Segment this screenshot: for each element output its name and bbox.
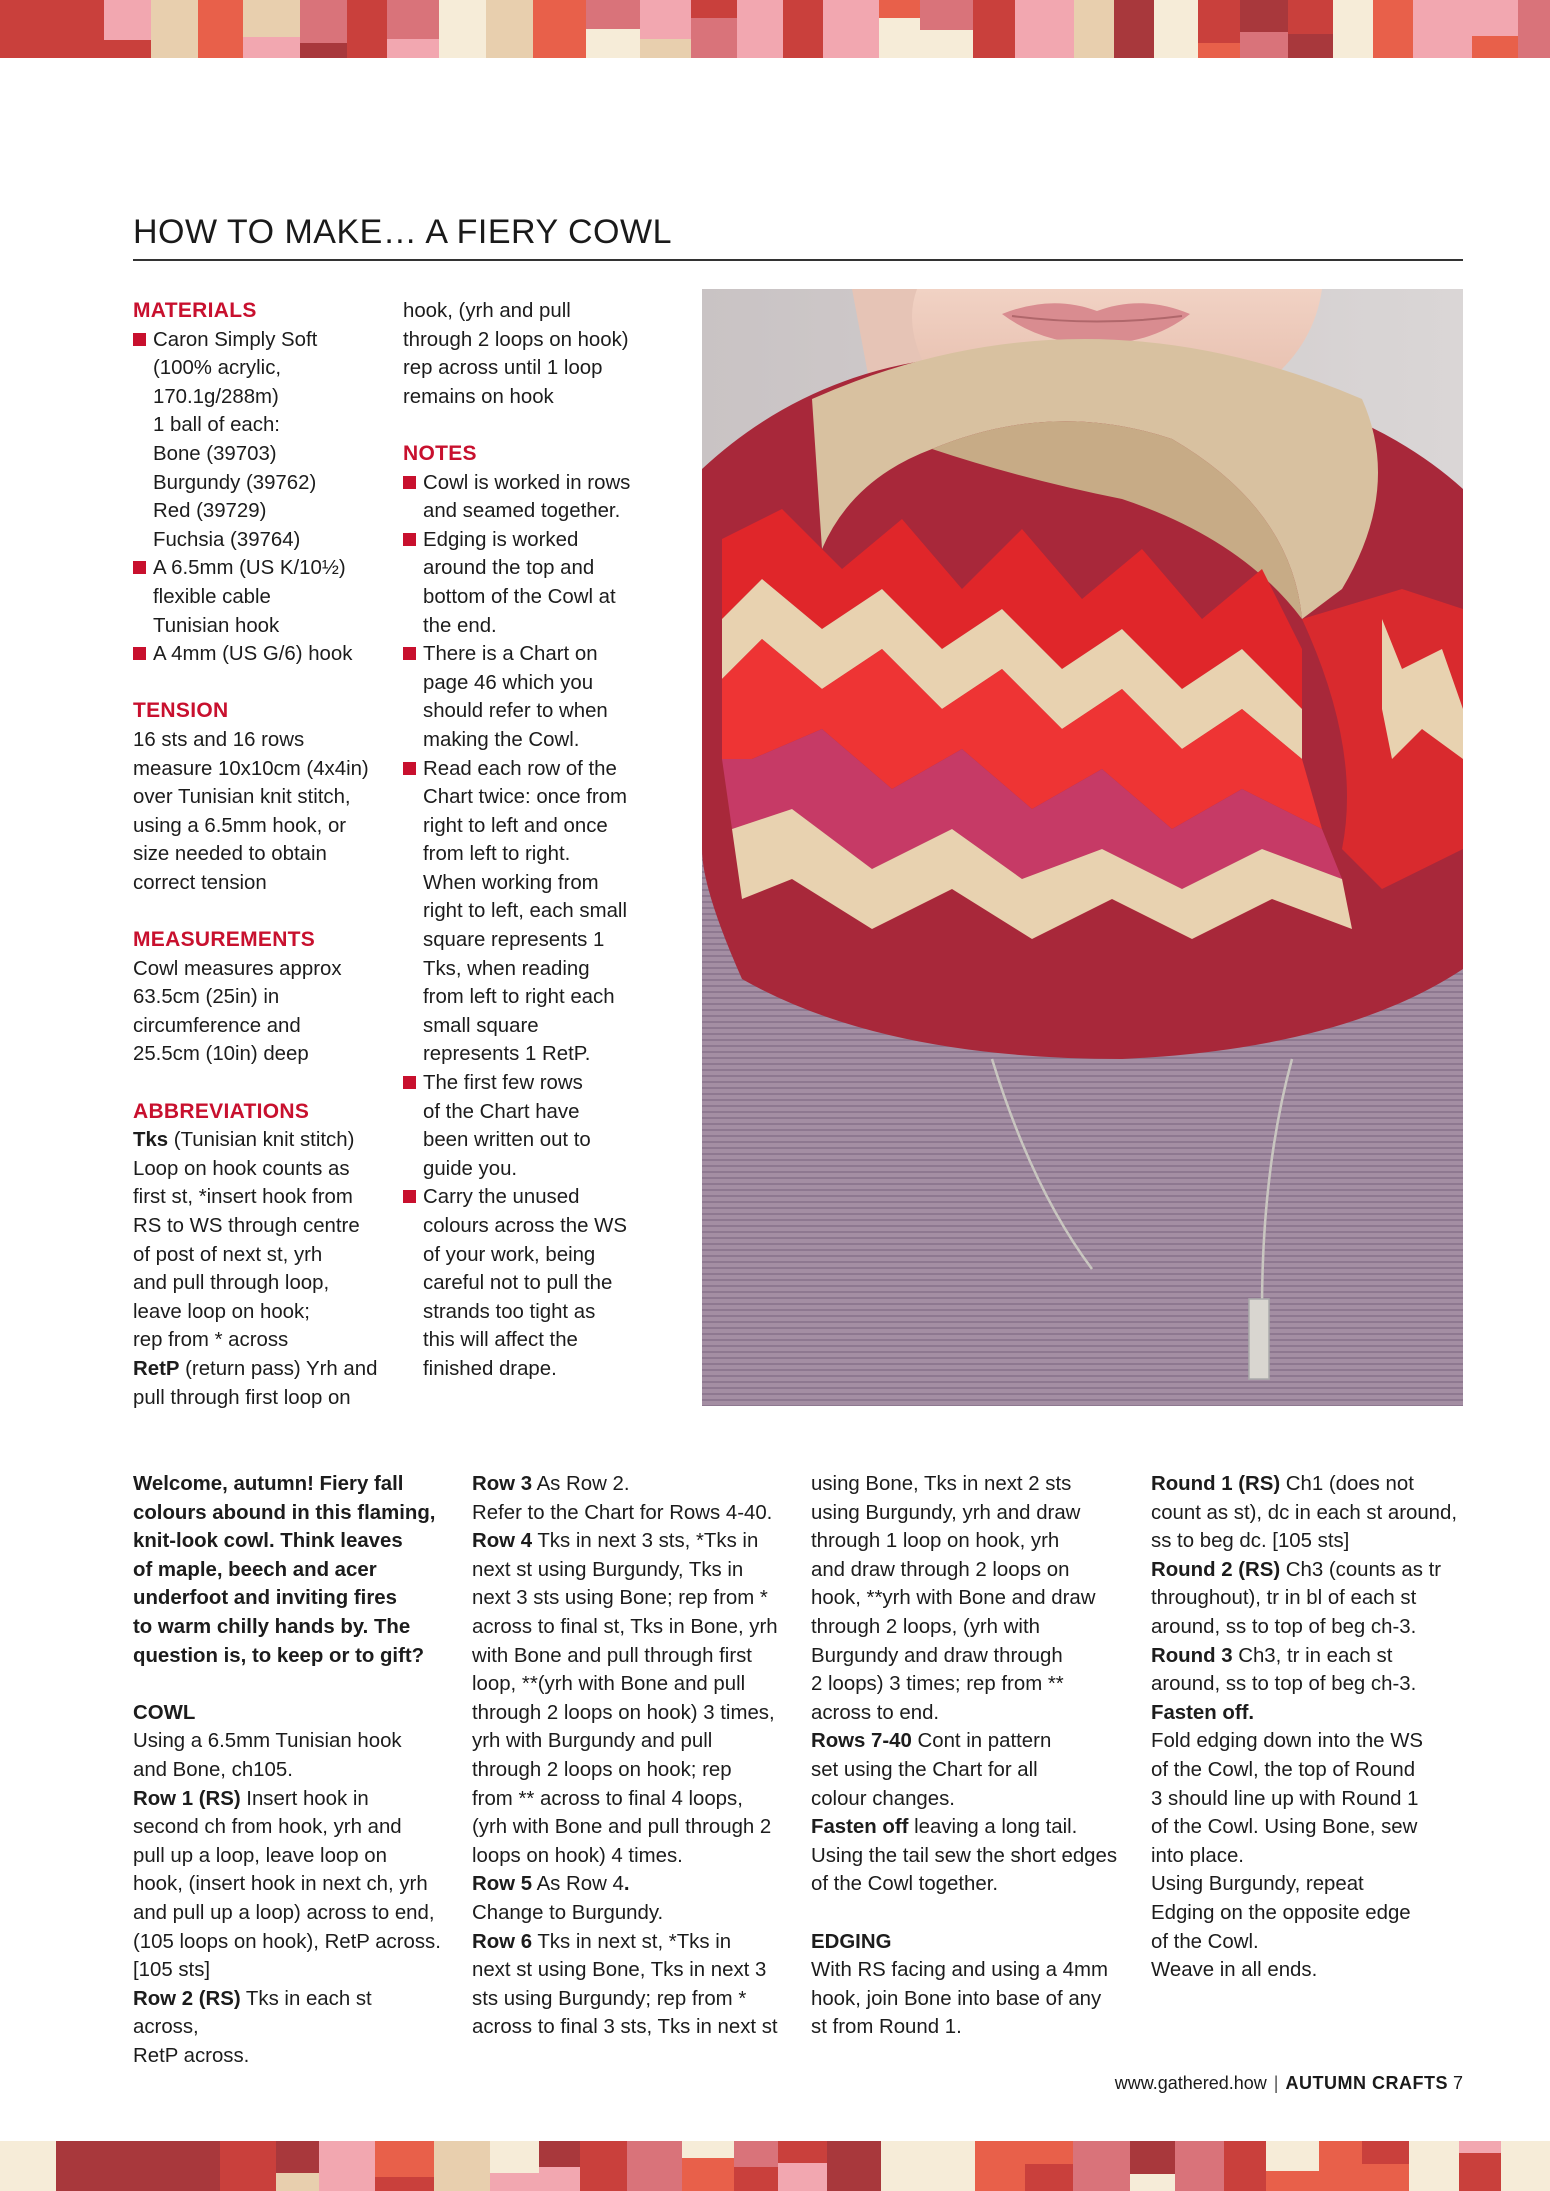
bullet-square-icon — [403, 476, 416, 489]
text-line: 25.5cm (10in) deep — [133, 1043, 309, 1066]
text-line: (yrh with Bone and pull through 2 — [472, 1816, 772, 1839]
text-line: making the Cowl. — [423, 728, 580, 751]
top-color-stripe — [0, 0, 1550, 58]
text-line: measure 10x10cm (4x4in) — [133, 757, 369, 780]
text-line: through 1 loop on hook, yrh — [811, 1530, 1060, 1553]
stripe-block — [1175, 2141, 1224, 2191]
row-6-instruction: Row 6 Tks in next st, *Tks in — [472, 1930, 732, 1953]
bullet-square-icon — [133, 333, 146, 346]
bullet-square-icon — [403, 647, 416, 660]
text-line: When working from — [423, 871, 599, 894]
stripe-block — [198, 39, 243, 58]
tension-heading: TENSION — [133, 699, 229, 723]
stripe-block — [347, 0, 387, 58]
note-item: The first few rows — [403, 1069, 673, 1098]
text-line: throughout), tr in bl of each st — [1151, 1587, 1417, 1610]
text-line: 170.1g/288m) — [153, 385, 279, 408]
stripe-block — [737, 0, 783, 58]
intro-cowl-column — [133, 1470, 443, 2070]
stripe-block — [923, 2141, 975, 2191]
text-line: through 2 loops on hook) — [403, 328, 629, 351]
text-line: pull through first loop on — [133, 1386, 351, 1409]
stripe-block — [1073, 2141, 1130, 2191]
bullet-square-icon — [133, 561, 146, 574]
stripe-block — [439, 0, 486, 58]
bottom-color-stripe — [0, 2141, 1550, 2191]
stripe-block — [434, 2141, 490, 2191]
stripe-block — [1074, 0, 1114, 58]
text-line: Edging on the opposite edge — [1151, 1901, 1411, 1924]
text-line: hook, (yrh and pull — [403, 300, 571, 322]
stripe-block — [533, 0, 586, 58]
text-line: small square — [423, 1014, 539, 1037]
footer-section: AUTUMN CRAFTS — [1285, 2073, 1448, 2093]
stripe-block — [1333, 0, 1373, 58]
text-line: Red (39729) — [153, 500, 267, 523]
note-item: There is a Chart on — [403, 640, 673, 669]
text-line: 63.5cm (25in) in — [133, 986, 280, 1009]
stripe-block — [827, 2141, 881, 2191]
text-line: right to left, each small — [423, 900, 627, 923]
note-item: Carry the unused — [403, 1183, 673, 1212]
bullet-square-icon — [133, 647, 146, 660]
stripe-block — [539, 2141, 580, 2167]
text-line: Weave in all ends. — [1151, 1959, 1318, 1982]
stripe-block — [682, 2141, 734, 2158]
text-line: yrh with Burgundy and pull — [472, 1730, 713, 1753]
row-1-instruction: Row 1 (RS) Insert hook in — [133, 1787, 369, 1810]
text-line: of the Cowl, the top of Round — [1151, 1758, 1416, 1781]
stripe-block — [220, 2141, 276, 2191]
text-line: flexible cable — [153, 585, 271, 608]
text-line: loop, **(yrh with Bone and pull — [472, 1673, 746, 1696]
round-3-instruction: Round 3 Ch3, tr in each st — [1151, 1644, 1393, 1667]
text-line: size needed to obtain — [133, 843, 327, 866]
stripe-block — [387, 39, 439, 58]
stripe-block — [691, 0, 737, 18]
text-line: ss to beg dc. [105 sts] — [1151, 1530, 1350, 1553]
intro-line: question is, to keep or to gift? — [133, 1644, 425, 1667]
stripe-block — [375, 2177, 434, 2191]
round-2-instruction: Round 2 (RS) Ch3 (counts as tr — [1151, 1558, 1442, 1581]
text-line: with Bone and pull through first — [472, 1644, 752, 1667]
stripe-block — [1154, 0, 1198, 58]
text-line: loops on hook) 4 times. — [472, 1844, 683, 1867]
bullet-square-icon — [403, 762, 416, 775]
text-line: second ch from hook, yrh and — [133, 1816, 402, 1839]
text-line: next st using Burgundy, Tks in — [472, 1558, 744, 1581]
stripe-graphic — [0, 2141, 1550, 2191]
stripe-block — [1319, 2141, 1362, 2168]
text-line: Change to Burgundy. — [472, 1901, 664, 1924]
text-line: through 2 loops, (yrh with — [811, 1615, 1040, 1638]
text-line: of your work, being — [423, 1243, 596, 1266]
stripe-block — [486, 0, 533, 58]
cowl-photo — [702, 289, 1463, 1406]
text-line: guide you. — [423, 1157, 518, 1180]
text-line: Fold edging down into the WS — [1151, 1730, 1424, 1753]
text-line: of post of next st, yrh — [133, 1243, 323, 1266]
text-line: around, ss to top of beg ch-3. — [1151, 1615, 1417, 1638]
text-line: square represents 1 — [423, 929, 605, 952]
page-number: 7 — [1452, 2073, 1463, 2093]
stripe-block — [56, 2141, 106, 2191]
notes-list — [403, 469, 673, 1384]
text-line: from ** across to final 4 loops, — [472, 1787, 743, 1810]
stripe-block — [1518, 0, 1550, 58]
materials-item-tunisian-hook: A 6.5mm (US K/10½) — [133, 554, 383, 583]
text-line: [105 sts] — [133, 1959, 211, 1982]
page-title: HOW TO MAKE… A FIERY COWL — [133, 213, 672, 251]
row-5-instruction: Row 5 As Row 4. — [472, 1873, 630, 1896]
bullet-square-icon — [403, 533, 416, 546]
stripe-block — [1413, 0, 1472, 58]
text-line: and draw through 2 loops on — [811, 1558, 1070, 1581]
text-line: the end. — [423, 614, 497, 637]
stripe-block — [778, 2141, 827, 2163]
text-line: Loop on hook counts as — [133, 1157, 350, 1180]
note-item: Edging is worked — [403, 526, 673, 555]
stripe-block — [57, 0, 104, 58]
stripe-block — [1362, 2141, 1409, 2164]
text-line: Burgundy and draw through — [811, 1644, 1063, 1667]
text-line: rep across until 1 loop — [403, 357, 603, 380]
row-2-instruction: Row 2 (RS) Tks in each st across, — [133, 1987, 372, 2039]
page-footer — [1115, 2073, 1463, 2094]
stripe-block — [163, 2141, 220, 2191]
text-line: and seamed together. — [423, 500, 621, 523]
text-line: RS to WS through centre — [133, 1215, 360, 1237]
intro-line: of maple, beech and acer — [133, 1558, 377, 1581]
text-line: across to end. — [811, 1701, 940, 1724]
text-line: hook, (insert hook in next ch, yrh — [133, 1873, 428, 1896]
row-4-instruction: Row 4 Tks in next 3 sts, *Tks in — [472, 1530, 759, 1553]
notes-heading: NOTES — [403, 441, 477, 465]
edging-heading: EDGING — [811, 1930, 892, 1953]
stripe-block — [1224, 2141, 1266, 2191]
text-line: Tks, when reading — [423, 957, 590, 980]
text-line: Chart twice: once from — [423, 786, 627, 809]
text-line: from left to right. — [423, 843, 571, 866]
note-item: Cowl is worked in rows — [403, 469, 673, 498]
stripe-block — [151, 0, 198, 58]
materials-heading: MATERIALS — [133, 299, 257, 322]
stripe-graphic — [0, 0, 1550, 58]
text-line: With RS facing and using a 4mm — [811, 1959, 1108, 1982]
text-line: Fuchsia (39764) — [153, 528, 301, 551]
text-line: and Bone, ch105. — [133, 1758, 293, 1781]
text-line: Using Burgundy, repeat — [1151, 1873, 1364, 1896]
text-line: bottom of the Cowl at — [423, 585, 616, 608]
stripe-block — [783, 0, 823, 58]
stripe-block — [627, 2141, 682, 2191]
text-line: Cowl measures approx — [133, 957, 342, 980]
text-line: hook, **yrh with Bone and draw — [811, 1587, 1096, 1610]
stripe-block — [823, 0, 879, 58]
stripe-block — [973, 0, 1015, 58]
abbr-tks: Tks (Tunisian knit stitch) — [133, 1129, 355, 1152]
text-line: hook, join Bone into base of any — [811, 1987, 1102, 2010]
text-line: count as st), dc in each st around, — [1151, 1501, 1458, 1524]
text-line: rep from * across — [133, 1329, 289, 1352]
text-line: 3 should line up with Round 1 — [1151, 1787, 1419, 1810]
text-line: careful not to pull the — [423, 1272, 613, 1295]
text-line: correct tension — [133, 871, 267, 894]
text-line: leave loop on hook; — [133, 1300, 310, 1323]
rows-7-40-instruction: Rows 7-40 Cont in pattern — [811, 1730, 1052, 1753]
stripe-block — [1240, 32, 1288, 58]
text-line: across to final 3 sts, Tks in next st — [472, 2016, 778, 2039]
measurements-heading: MEASUREMENTS — [133, 928, 316, 952]
rows-column — [472, 1470, 782, 2042]
text-line: of the Chart have — [423, 1100, 580, 1123]
text-line: colours across the WS — [423, 1215, 627, 1237]
text-line: from left to right each — [423, 986, 615, 1009]
text-line: Bone (39703) — [153, 442, 277, 465]
cowl-heading: COWL — [133, 1701, 196, 1724]
text-line: across to final st, Tks in Bone, yrh — [472, 1615, 778, 1638]
stripe-block — [106, 2141, 163, 2191]
intro-line: to warm chilly hands by. The — [133, 1615, 411, 1638]
text-line: page 46 which you — [423, 671, 594, 694]
text-line: st from Round 1. — [811, 2016, 962, 2039]
stripe-block — [586, 0, 640, 29]
text-line: should refer to when — [423, 700, 608, 723]
stripe-block — [881, 2141, 923, 2158]
stripe-block — [1501, 2141, 1550, 2191]
text-line: through 2 loops on hook; rep — [472, 1758, 732, 1781]
stripe-block — [1459, 2141, 1501, 2153]
stripe-block — [1472, 36, 1518, 58]
text-line: through 2 loops on hook) 3 times, — [472, 1701, 775, 1724]
text-line: of the Cowl. — [1151, 1930, 1259, 1953]
stripe-block — [580, 2141, 627, 2191]
text-line: around, ss to top of beg ch-3. — [1151, 1673, 1417, 1696]
text-line: and pull up a loop) across to end, — [133, 1901, 435, 1924]
stripe-block — [1015, 30, 1074, 58]
materials-item-hook: A 4mm (US G/6) hook — [133, 640, 383, 669]
edging-fasten-off: Fasten off. — [1151, 1701, 1255, 1724]
text-line: using a 6.5mm hook, or — [133, 814, 347, 837]
text-line: Using the tail sew the short edges — [811, 1844, 1118, 1867]
text-line: this will affect the — [423, 1329, 578, 1352]
text-line: Using a 6.5mm Tunisian hook — [133, 1730, 402, 1753]
fasten-off-instruction: Fasten off leaving a long tail. — [811, 1816, 1078, 1839]
rows-edging-column — [811, 1470, 1121, 2042]
stripe-block — [879, 0, 920, 18]
text-line: (100% acrylic, — [153, 357, 282, 380]
title-rule — [133, 259, 1463, 261]
notes-column — [403, 297, 673, 1384]
text-line: 2 loops) 3 times; rep from ** — [811, 1673, 1064, 1696]
stripe-block — [1409, 2141, 1459, 2191]
text-line: remains on hook — [403, 385, 554, 408]
text-line: next st using Bone, Tks in next 3 — [472, 1959, 767, 1982]
text-line: sts using Burgundy; rep from * — [472, 1987, 747, 2010]
stripe-block — [1114, 0, 1154, 58]
text-line: into place. — [1151, 1844, 1244, 1867]
intro-line: underfoot and inviting fires — [133, 1587, 397, 1610]
bullet-square-icon — [403, 1076, 416, 1089]
intro-line: colours abound in this flaming, — [133, 1501, 436, 1524]
text-line: represents 1 RetP. — [423, 1043, 591, 1066]
text-line: circumference and — [133, 1014, 301, 1037]
text-line: colour changes. — [811, 1787, 955, 1810]
stripe-block — [276, 2173, 319, 2191]
text-line: next 3 sts using Bone; rep from * — [472, 1587, 768, 1610]
stripe-block — [734, 2167, 778, 2191]
text-line: Burgundy (39762) — [153, 471, 317, 494]
text-line: (105 loops on hook), RetP across. — [133, 1930, 441, 1953]
stripe-block — [243, 37, 300, 58]
stripe-block — [490, 2173, 539, 2191]
text-line: using Burgundy, yrh and draw — [811, 1501, 1081, 1524]
text-line: of the Cowl together. — [811, 1873, 999, 1896]
round-1-instruction: Round 1 (RS) Ch1 (does not — [1151, 1473, 1414, 1495]
text-line: over Tunisian knit stitch, — [133, 786, 351, 809]
text-line: first st, *insert hook from — [133, 1186, 353, 1209]
text-line: pull up a loop, leave loop on — [133, 1844, 387, 1867]
text-line: 16 sts and 16 rows — [133, 728, 305, 751]
materials-hook-details — [133, 583, 383, 640]
intro-line: knit-look cowl. Think leaves — [133, 1530, 403, 1553]
stripe-block — [1288, 34, 1333, 58]
materials-item-yarn: Caron Simply Soft — [133, 326, 383, 355]
footer-url[interactable]: www.gathered.how — [1114, 2073, 1267, 2093]
text-line: around the top and — [423, 557, 595, 580]
stripe-block — [1266, 2171, 1319, 2191]
row-3-instruction: Row 3 As Row 2. — [472, 1473, 630, 1495]
text-line: of the Cowl. Using Bone, sew — [1151, 1816, 1418, 1839]
stripe-block — [640, 39, 691, 58]
stripe-block — [1373, 0, 1413, 58]
left-column — [133, 297, 383, 1412]
intro-line: Welcome, autumn! Fiery fall — [133, 1473, 404, 1495]
stripe-block — [1025, 2141, 1073, 2164]
text-line: 1 ball of each: — [153, 414, 280, 437]
note-item: Read each row of the — [403, 755, 673, 784]
text-line: finished drape. — [423, 1357, 557, 1380]
text-line: strands too tight as — [423, 1300, 596, 1323]
text-line: set using the Chart for all — [811, 1758, 1038, 1781]
abbr-retp: RetP (return pass) Yrh and — [133, 1357, 378, 1380]
text-line: been written out to — [423, 1129, 591, 1152]
stripe-block — [319, 2141, 375, 2191]
abbreviations-heading: ABBREVIATIONS — [133, 1099, 310, 1123]
text-line: Tunisian hook — [153, 614, 280, 637]
text-line: RetP across. — [133, 2044, 250, 2067]
footer-separator: | — [1273, 2073, 1279, 2093]
stripe-block — [1130, 2174, 1175, 2191]
text-line: using Bone, Tks in next 2 sts — [811, 1473, 1072, 1495]
stripe-block — [975, 2141, 1025, 2191]
stripe-block — [1198, 43, 1240, 58]
stripe-block — [300, 43, 347, 58]
materials-yarn-details — [133, 354, 383, 554]
stripe-block — [0, 2141, 56, 2158]
stripe-block — [104, 40, 151, 58]
stripe-block — [0, 0, 57, 58]
edging-column — [1151, 1470, 1463, 1985]
stripe-block — [920, 30, 973, 58]
bullet-square-icon — [403, 1190, 416, 1203]
text-line: right to left and once — [423, 814, 608, 837]
text-line: Refer to the Chart for Rows 4-40. — [472, 1501, 773, 1524]
text-line: and pull through loop, — [133, 1272, 330, 1295]
